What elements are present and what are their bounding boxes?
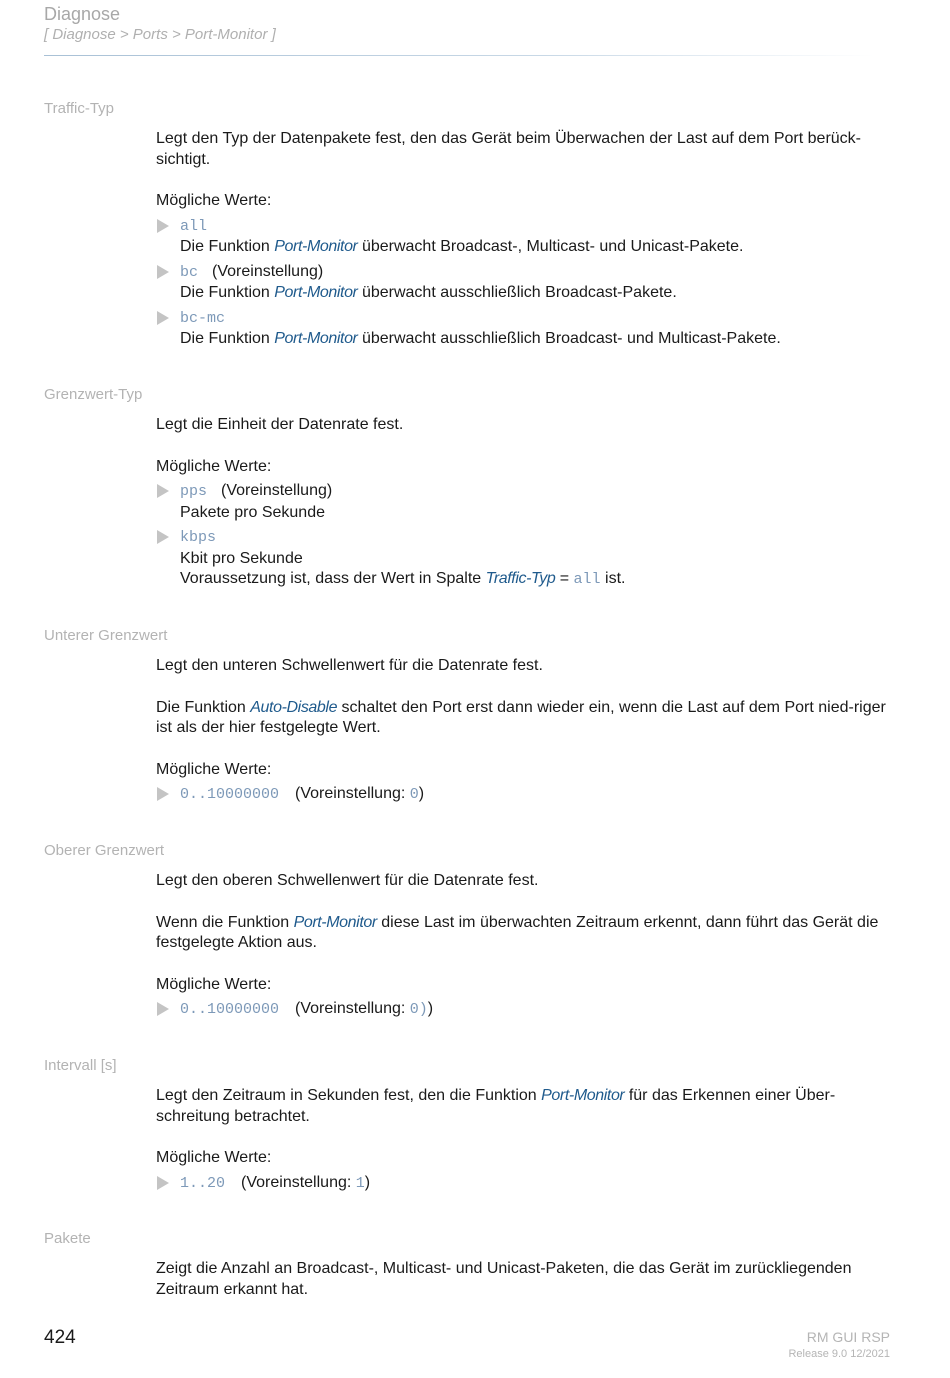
footer-release: Release 9.0 12/2021 bbox=[788, 1348, 890, 1360]
value-code: all bbox=[180, 217, 208, 235]
breadcrumb: [ Diagnose > Ports > Port-Monitor ] bbox=[44, 26, 276, 43]
link-auto-disable[interactable]: Auto-Disable bbox=[250, 698, 338, 716]
value-code: pps bbox=[180, 483, 208, 500]
page-header-title: Diagnose bbox=[44, 4, 121, 24]
link-port-monitor[interactable]: Port-Monitor bbox=[274, 330, 358, 347]
value-range: 1..20 bbox=[180, 1174, 226, 1192]
possible-values-label: Mögliche Werte: bbox=[156, 1149, 272, 1166]
description: Legt die Einheit der Datenrate fest. bbox=[156, 416, 404, 433]
link-traffic-typ[interactable]: Traffic-Typ bbox=[485, 570, 556, 587]
header-divider bbox=[44, 55, 874, 56]
section-label-traffic-typ: Traffic-Typ bbox=[44, 100, 115, 117]
list-item: bc-mc Die Funktion Port-Monitor überwacht ausschließlich Broadcast- und Multicast-Pakete. bbox=[156, 308, 896, 350]
description: Legt den Zeitraum in Sekunden fest, den die Funktion Port-Monitor für das Erkennen einer Über-schreitung betrachtet. bbox=[156, 1087, 836, 1125]
default-note: (Voreinstellung) bbox=[212, 262, 324, 280]
link-port-monitor[interactable]: Port-Monitor bbox=[274, 284, 358, 301]
section-pakete bbox=[156, 1259, 896, 1300]
footer-doc-title: RM GUI RSP bbox=[806, 1329, 890, 1345]
triangle-bullet-icon bbox=[157, 530, 169, 544]
section-grenzwert-typ bbox=[156, 415, 896, 591]
triangle-bullet-icon bbox=[157, 219, 169, 233]
list-item: all Die Funktion Port-Monitor überwacht Broadcast-, Multicast- und Unicast-Pakete. bbox=[156, 216, 896, 258]
value-code: bc-mc bbox=[180, 309, 226, 327]
triangle-bullet-icon bbox=[157, 787, 169, 801]
list-item: bc (Voreinstellung) Die Funktion Port-Monitor überwacht ausschließlich Broadcast-Pakete. bbox=[156, 262, 896, 304]
possible-values-label: Mögliche Werte: bbox=[156, 457, 272, 475]
list-item: 0..10000000 (Voreinstellung: 0) bbox=[156, 784, 896, 806]
description: Zeigt die Anzahl an Broadcast-, Multicast- und Unicast-Paketen, die das Gerät im zurückliegenden Zeitraum erkannt hat. bbox=[156, 1260, 852, 1298]
triangle-bullet-icon bbox=[157, 1176, 169, 1190]
description: Legt den unteren Schwellenwert für die Datenrate fest. bbox=[156, 657, 543, 674]
section-traffic-typ bbox=[156, 129, 896, 350]
value-code: bc bbox=[180, 263, 199, 281]
description-detail: Wenn die Funktion Port-Monitor diese Last im überwachten Zeitraum erkennt, dann führt das Gerät die festgelegte Aktion aus. bbox=[156, 913, 879, 951]
description: Legt den oberen Schwellenwert für die Datenrate fest. bbox=[156, 872, 539, 889]
triangle-bullet-icon bbox=[157, 265, 169, 279]
possible-values-label: Mögliche Werte: bbox=[156, 760, 272, 778]
value-range: 0..10000000 bbox=[180, 1001, 280, 1018]
triangle-bullet-icon bbox=[157, 1002, 169, 1016]
triangle-bullet-icon bbox=[157, 311, 169, 325]
description-detail: Die Funktion Auto-Disable schaltet den Port erst dann wieder ein, wenn die Last auf dem Port nied-riger ist als der hier festgelegte Wert. bbox=[156, 698, 886, 736]
section-label-oberer-grenzwert: Oberer Grenzwert bbox=[44, 842, 165, 859]
value-range: 0..10000000 bbox=[180, 786, 280, 803]
section-label-unterer-grenzwert: Unterer Grenzwert bbox=[44, 627, 168, 644]
default-note: (Voreinstellung) bbox=[221, 482, 333, 499]
list-item: 0..10000000 (Voreinstellung: 0)) bbox=[156, 999, 896, 1021]
section-unterer-grenzwert bbox=[156, 656, 896, 806]
link-port-monitor[interactable]: Port-Monitor bbox=[274, 238, 358, 255]
list-item: 1..20 (Voreinstellung: 1) bbox=[156, 1173, 896, 1195]
section-label-pakete: Pakete bbox=[44, 1230, 91, 1247]
list-item: kbps Kbit pro Sekunde Voraussetzung ist, dass der Wert in Spalte Traffic-Typ = all ist. bbox=[156, 527, 896, 591]
section-intervall bbox=[156, 1086, 896, 1194]
link-port-monitor[interactable]: Port-Monitor bbox=[293, 913, 377, 931]
value-code: kbps bbox=[180, 529, 217, 546]
possible-values-label: Mögliche Werte: bbox=[156, 192, 272, 209]
triangle-bullet-icon bbox=[157, 484, 169, 498]
link-port-monitor[interactable]: Port-Monitor bbox=[541, 1087, 625, 1104]
section-label-intervall: Intervall [s] bbox=[44, 1057, 117, 1074]
page-number: 424 bbox=[44, 1327, 76, 1348]
possible-values-label: Mögliche Werte: bbox=[156, 975, 272, 993]
section-label-grenzwert-typ: Grenzwert-Typ bbox=[44, 386, 143, 403]
list-item: pps (Voreinstellung) Pakete pro Sekunde bbox=[156, 481, 896, 523]
section-oberer-grenzwert bbox=[156, 871, 896, 1021]
description: Legt den Typ der Datenpakete fest, den das Gerät beim Überwachen der Last auf dem Port berück-sichtigt. bbox=[156, 130, 861, 168]
